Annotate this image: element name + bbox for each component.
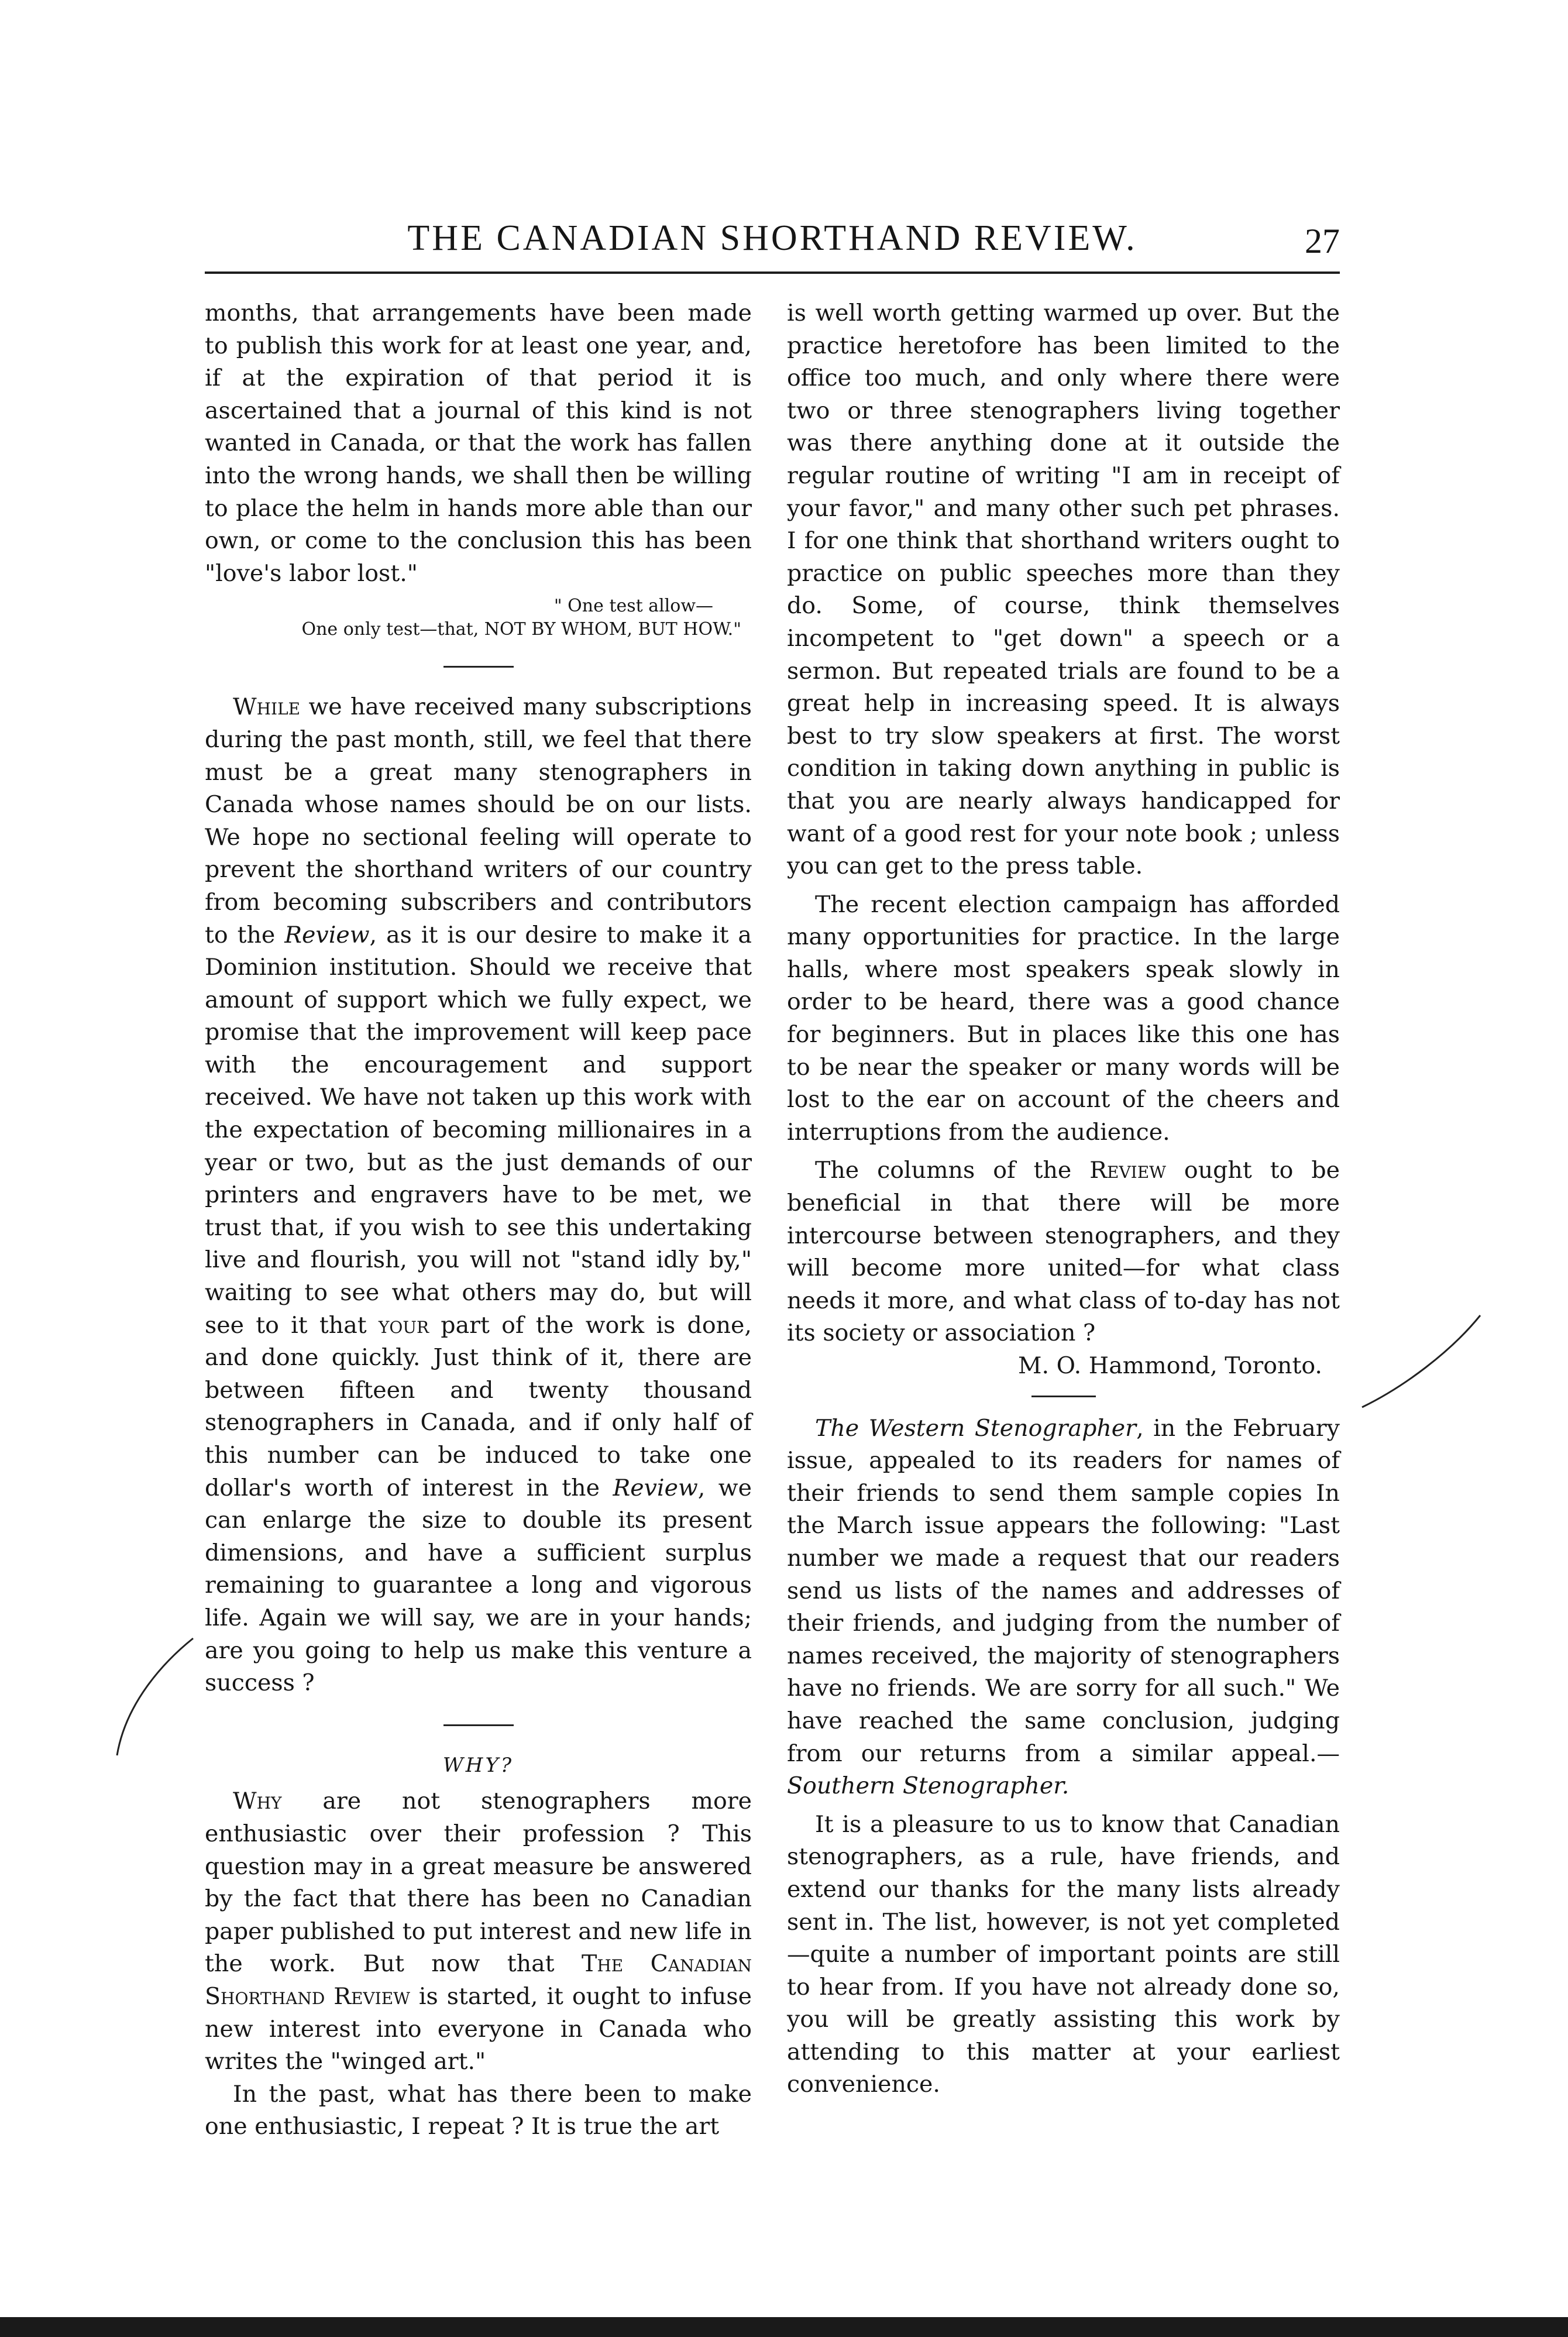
emphasis-your: your [378, 1311, 429, 1339]
text-run: part of the work is done, and done quickly. Just think of it, there are between fifteen and twenty thousand stenographers in Canada, and if only half of this number can be induced to take one dollar's worth of interest in the [205, 1311, 752, 1501]
right-column [787, 297, 1340, 2101]
source-credit: Southern Stenographer. [787, 1772, 1070, 1800]
text-run: we have received many subscriptions during the past month, still, we feel that there must be a great many stenographers in Canada whose names should be on our lists. We hope no sectional feeling will operate to prevent the shorthand writers of our country from becoming subscribers and contributors to the [205, 693, 752, 948]
section-divider [443, 1724, 514, 1726]
source-title: The Western Stenographer [815, 1414, 1137, 1442]
text-run: ought to be beneficial in that there will be more intercourse between stenographers, and they will become more united—for what class needs it more, and what class of to-day has not its society or association ? [787, 1157, 1340, 1347]
paragraph-why [205, 1785, 752, 2078]
lead-word: Why [233, 1788, 282, 1815]
header-rule [205, 271, 1340, 274]
pencil-stroke-left [111, 1627, 228, 1767]
paragraph-continued: is well worth getting warmed up over. But the practice heretofore has been limited to the office too much, and only where there were two or three stenographers living together was there anything done at it outside the regular routine of writing "I am in receipt of your favor," and many other such pet phrases. I for one think that shorthand writers ought to practice on public speeches more than they do. Some, of course, think themselves incompetent to "get down" a speech or a sermon. But repeated trials are found to be a great help in increasing speed. It is always best to try slow speakers at first. The worst condition in taking down anything in public is that you are nearly always handicapped for want of a good rest for your note book ; unless you can get to the press table. [787, 300, 1340, 880]
paragraph-continued: months, that arrangements have been made to publish this work for at least one year, and, if at the expiration of that period it is ascertained that a journal of this kind is not wanted in Canada, or that the work has fallen into the wrong hands, we shall then be willing to place the helm in hands more able than our own, or come to the conclusion this has been "love's labor lost." [205, 300, 752, 587]
epigraph-quote [205, 594, 752, 641]
page-number: 27 [1305, 222, 1340, 260]
text-run: , as it is our desire to make it a Dominion institution. Should we receive that amount of support which we fully expect, we promise that the improvement will keep pace with the encouragement and support received. We have not taken up this work with the expectation of becoming millionaires in a year or two, but as the just demands of our printers and engravers have to be met, we trust that, if you wish to see this undertaking live and flourish, you will not "stand idly by," waiting to see what others may do, but will see to it that [205, 921, 752, 1339]
section-divider [443, 666, 514, 668]
paragraph-western [787, 1412, 1340, 1803]
running-header [205, 211, 1340, 275]
text-run: , we can enlarge the size to double its present dimensions, and have a sufficient surplus remaining to guarantee a long and vigorous life. Again we will say, we are in your hands; are you going to help us make this venture a success ? [205, 1474, 752, 1697]
paragraph-columns [787, 1154, 1340, 1350]
left-column [205, 297, 752, 2143]
text-run: The columns of the [815, 1157, 1090, 1184]
section-divider [1031, 1396, 1096, 1397]
journal-name: The Canadian Shorthand Review [205, 1950, 752, 2010]
review-ref: Review [1089, 1157, 1166, 1184]
bottom-scan-edge [0, 2317, 1568, 2337]
section-heading-why: WHY? [442, 1753, 514, 1777]
paragraph-election: The recent election campaign has afforded many opportunities for practice. In the large halls, where most speakers speak slowly in order to be heard, there was a good chance for beginners. But in places like this one has to be near the speaker or many words will be lost to the ear on account of the cheers and interruptions from the audience. [787, 891, 1340, 1146]
quote-line-2: One only test—that, NOT BY WHOM, BUT HOW." [301, 619, 741, 640]
paragraph-subscriptions [205, 691, 752, 1699]
review-ref: Review [284, 921, 370, 948]
journal-title: THE CANADIAN SHORTHAND REVIEW. [407, 218, 1137, 258]
pencil-stroke-right [1357, 1305, 1498, 1422]
paragraph-past: In the past, what has there been to make one enthusiastic, I repeat ? It is true the art [205, 2080, 752, 2140]
text-run: is started, it ought to infuse new interest into everyone in Canada who writes the "winged art." [205, 1982, 752, 2075]
author-signature: M. O. Hammond, Toronto. [1018, 1352, 1322, 1379]
lead-word: While [233, 693, 301, 721]
text-run: , in the February issue, appealed to its readers for names of their friends to send them sample copies In the March issue appears the following: "Last number we made a request that our readers send us lists of the names and addresses of their friends, and judging from the number of names received, the majority of stenographers have no friends. We are sorry for all such." We have reached the same conclusion, judging from our returns from a similar appeal.— [787, 1414, 1340, 1767]
review-ref: Review [613, 1474, 698, 1501]
quote-line-1: " One test allow— [553, 596, 713, 617]
paragraph-pleasure: It is a pleasure to us to know that Canadian stenographers, as a rule, have friends, and extend our thanks for the many lists already sent in. The list, however, is not yet completed—quite a number of important points are still to hear from. If you have not already done so, you will be greatly assisting this work by attending to this matter at your earliest convenience. [787, 1810, 1340, 2098]
text-run: are not stenographers more enthusiastic over their profession ? This question may in a great measure be answered by the fact that there has been no Canadian paper published to put interest and new life in the work. But now that [205, 1788, 752, 1978]
